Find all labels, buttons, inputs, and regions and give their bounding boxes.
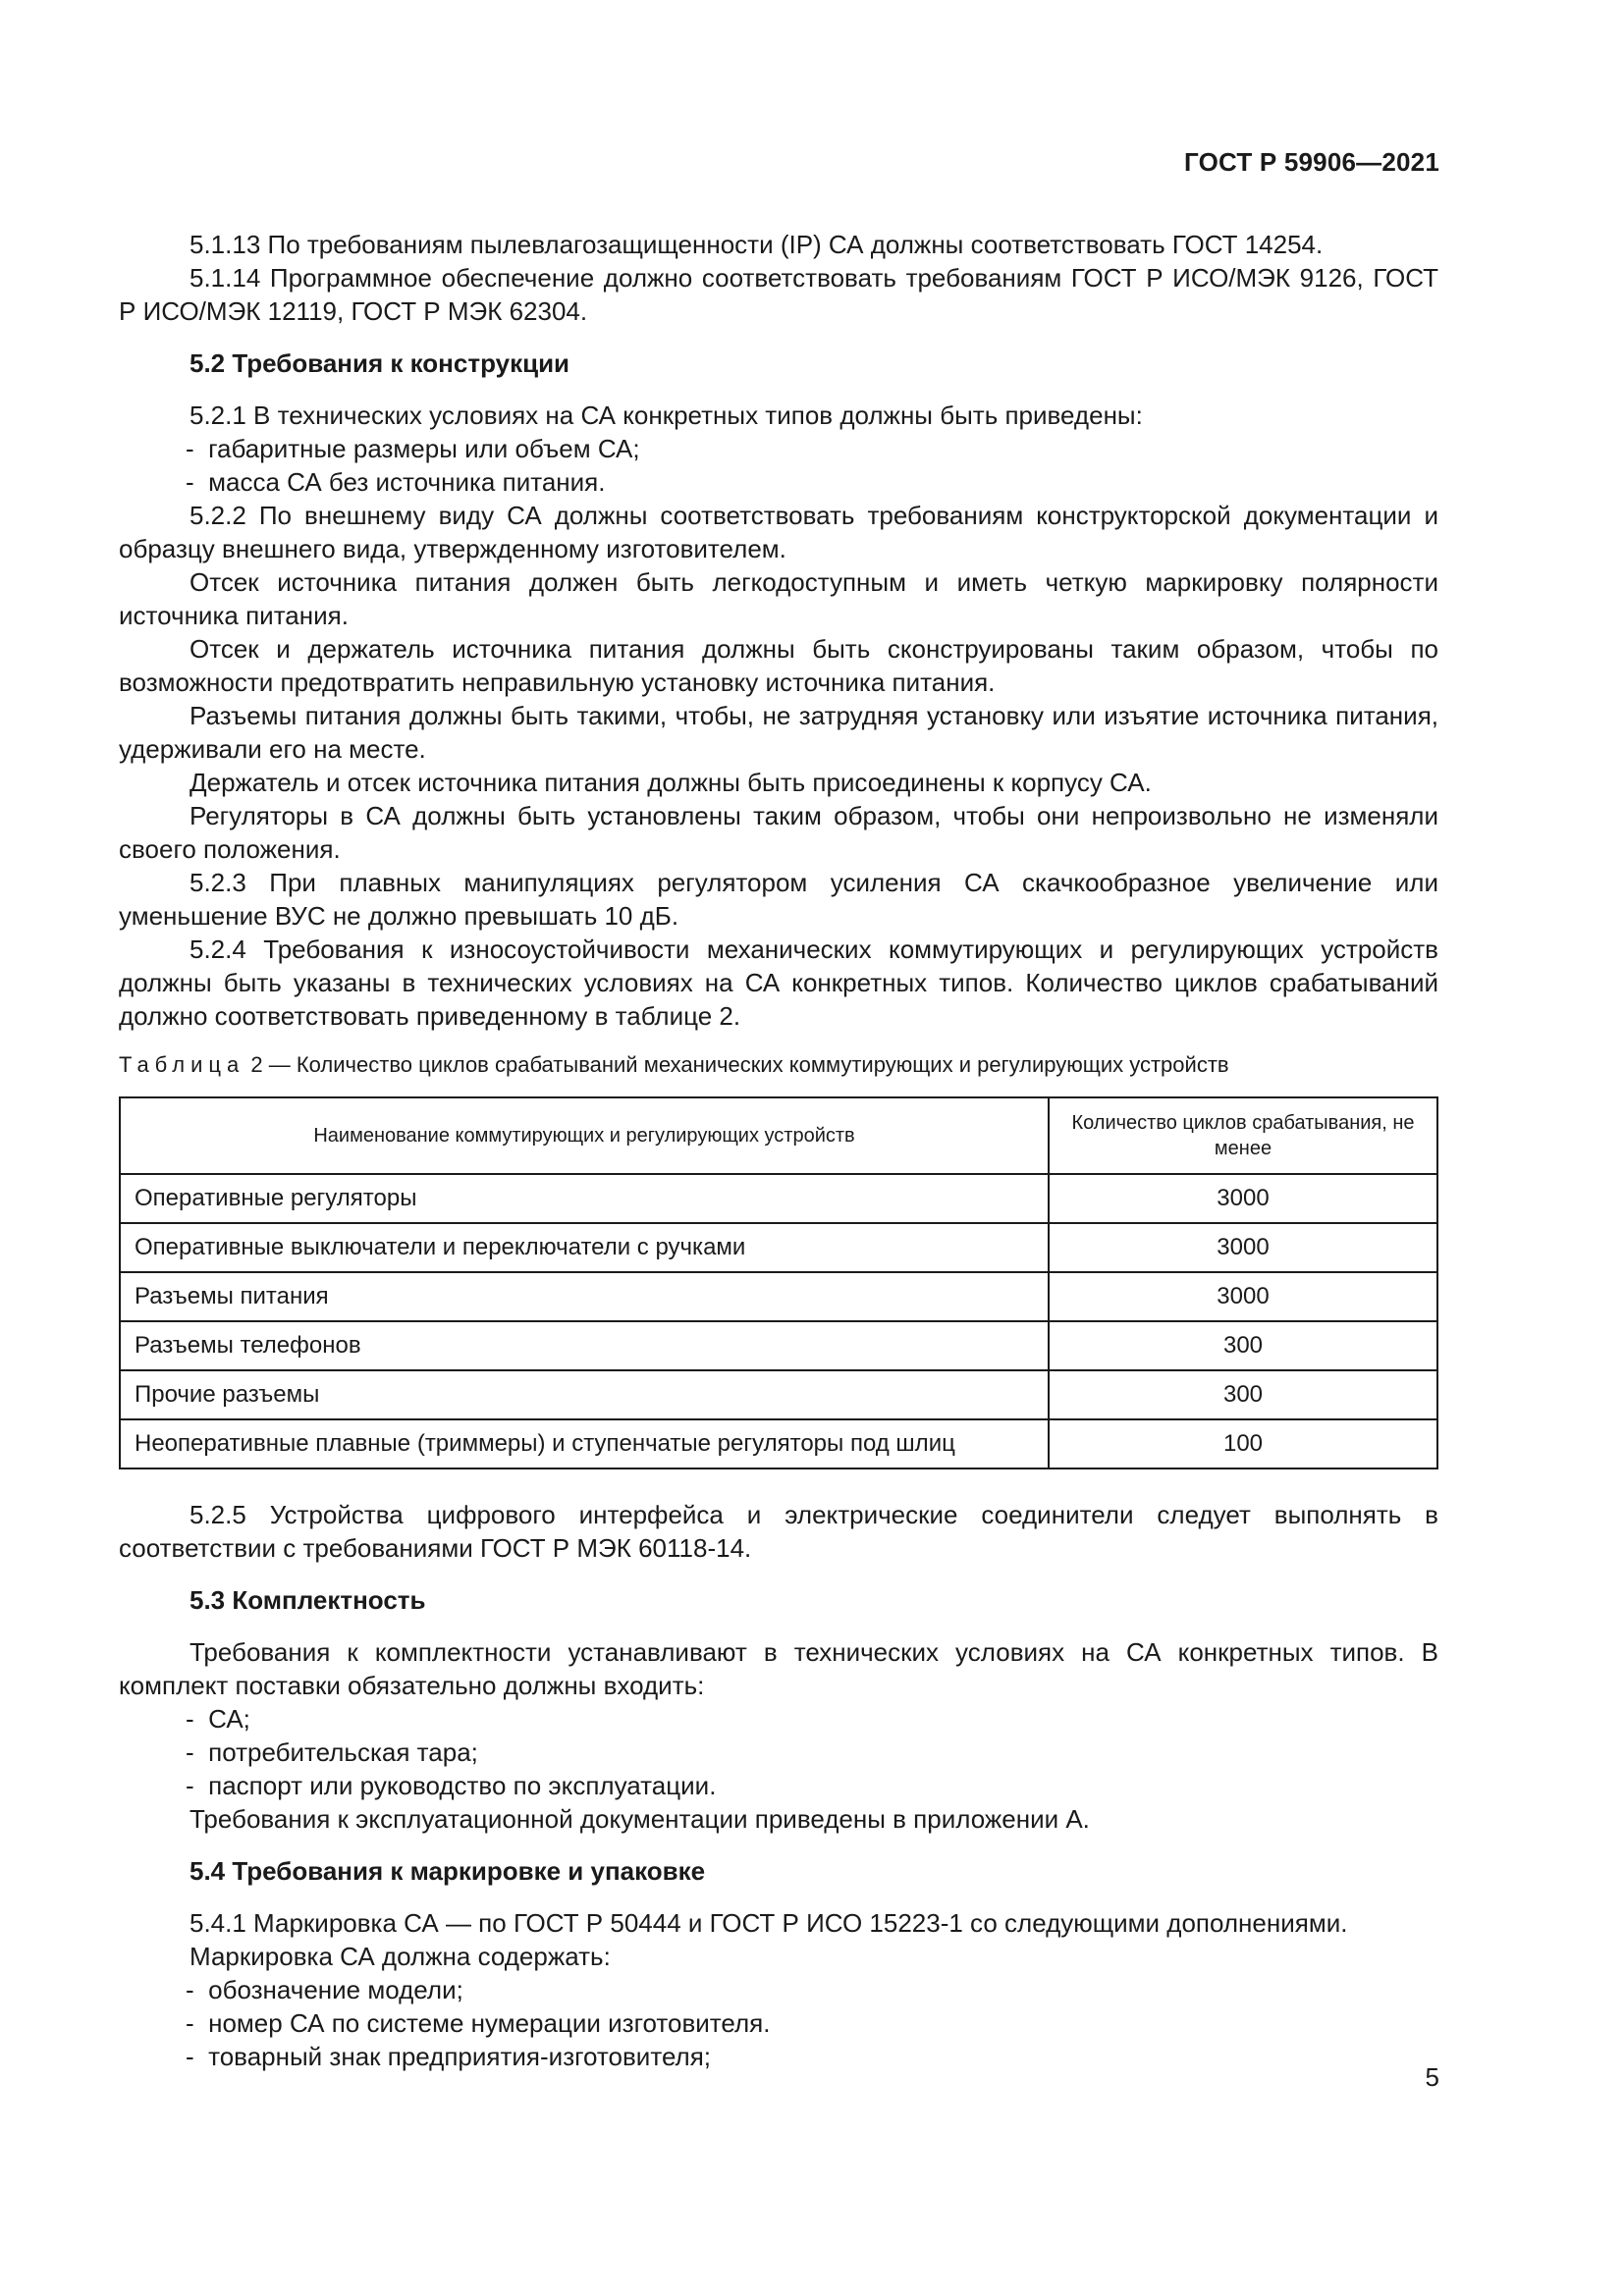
table-cell-cycles: 3000 [1049, 1272, 1437, 1321]
list-item: - номер СА по системе нумерации изготовителя. [119, 2006, 1438, 2040]
table-cell-cycles: 300 [1049, 1321, 1437, 1370]
paragraph: Держатель и отсек источника питания должны быть присоединены к корпусу СА. [189, 768, 1152, 797]
column-header-device: Наименование коммутирующих и регулирующих устройств [120, 1097, 1049, 1174]
table-cell-device: Разъемы телефонов [120, 1321, 1049, 1370]
paragraph: Требования к комплектности устанавливают в технических условиях на СА конкретных типов. В комплект поставки обязательно должны входить: [119, 1637, 1438, 1700]
table-cell-device: Оперативные выключатели и переключатели с ручками [120, 1223, 1049, 1272]
table-row [120, 1174, 1437, 1223]
paragraph-5-1-14: 5.1.14 Программное обеспечение должно соответствовать требованиям ГОСТ Р ИСО/МЭК 9126, ГОСТ Р ИСО/МЭК 12119, ГОСТ Р МЭК 62304. [119, 263, 1438, 326]
paragraph-5-4-1: 5.4.1 Маркировка СА — по ГОСТ Р 50444 и ГОСТ Р ИСО 15223-1 со следующими дополнениями. [189, 1908, 1348, 1938]
cycles-table [119, 1096, 1438, 1469]
paragraph-5-2-1: 5.2.1 В технических условиях на СА конкретных типов должны быть приведены: [189, 400, 1143, 430]
page-number: 5 [1425, 2062, 1439, 2092]
page-content [119, 228, 1438, 2073]
paragraph: Требования к эксплуатационной документации приведены в приложении А. [189, 1804, 1090, 1834]
table-cell-cycles: 3000 [1049, 1174, 1437, 1223]
section-heading-5-2: 5.2 Требования к конструкции [189, 348, 570, 378]
list-item: - потребительская тара; [119, 1735, 1438, 1769]
column-header-cycles: Количество циклов срабатывания, не менее [1049, 1097, 1437, 1174]
paragraph: Отсек источника питания должен быть легкодоступным и иметь четкую маркировку полярности источника питания. [119, 567, 1438, 630]
table-header-row [120, 1097, 1437, 1174]
paragraph-5-2-2: 5.2.2 По внешнему виду СА должны соответствовать требованиям конструкторской документации и образцу внешнего вида, утвержденному изготовителем. [119, 501, 1438, 563]
table-caption [119, 1051, 1438, 1079]
list-item: - паспорт или руководство по эксплуатации. [119, 1769, 1438, 1802]
table-cell-device: Разъемы питания [120, 1272, 1049, 1321]
paragraph-5-2-5: 5.2.5 Устройства цифрового интерфейса и электрические соединители следует выполнять в соответствии с требованиями ГОСТ Р МЭК 60118-14. [119, 1500, 1438, 1563]
table-caption-label: Таблица [119, 1052, 245, 1077]
table-cell-device: Прочие разъемы [120, 1370, 1049, 1419]
table-row [120, 1419, 1437, 1468]
paragraph-5-2-4: 5.2.4 Требования к износоустойчивости механических коммутирующих и регулирующих устройств должны быть указаны в технических условиях на СА конкретных типов. Количество циклов срабатываний должно соответствовать приведенному в таблице 2. [119, 934, 1438, 1031]
list-item: - масса СА без источника питания. [119, 465, 1438, 499]
table-cell-cycles: 100 [1049, 1419, 1437, 1468]
paragraph: Отсек и держатель источника питания должны быть сконструированы таким образом, чтобы по возможности предотвратить неправильную установку источника питания. [119, 634, 1438, 697]
list-item: - обозначение модели; [119, 1973, 1438, 2006]
section-heading-5-3: 5.3 Комплектность [189, 1585, 426, 1615]
table-cell-cycles: 3000 [1049, 1223, 1437, 1272]
table-row [120, 1321, 1437, 1370]
paragraph: Разъемы питания должны быть такими, чтобы, не затрудняя установку или изъятие источника питания, удерживали его на месте. [119, 701, 1438, 764]
table-cell-cycles: 300 [1049, 1370, 1437, 1419]
list-item: - СА; [119, 1702, 1438, 1735]
document-code: ГОСТ Р 59906—2021 [1184, 147, 1439, 177]
table-row [120, 1370, 1437, 1419]
table-caption-text: 2 — Количество циклов срабатываний механических коммутирующих и регулирующих устройств [250, 1052, 1229, 1077]
table-cell-device: Неоперативные плавные (триммеры) и ступенчатые регуляторы под шлиц [120, 1419, 1049, 1468]
paragraph: Регуляторы в СА должны быть установлены таким образом, чтобы они непроизвольно не изменяли своего положения. [119, 801, 1438, 864]
paragraph-5-1-13: 5.1.13 По требованиям пылевлагозащищенности (IP) СА должны соответствовать ГОСТ 14254. [189, 230, 1324, 259]
paragraph: Маркировка СА должна содержать: [189, 1942, 611, 1971]
table-cell-device: Оперативные регуляторы [120, 1174, 1049, 1223]
list-item: - товарный знак предприятия-изготовителя; [119, 2040, 1438, 2073]
list-item: - габаритные размеры или объем СА; [119, 432, 1438, 465]
table-row [120, 1223, 1437, 1272]
section-heading-5-4: 5.4 Требования к маркировке и упаковке [189, 1856, 706, 1886]
paragraph-5-2-3: 5.2.3 При плавных манипуляциях регулятором усиления СА скачкообразное увеличение или уменьшение ВУС не должно превышать 10 дБ. [119, 868, 1438, 931]
table-row [120, 1272, 1437, 1321]
